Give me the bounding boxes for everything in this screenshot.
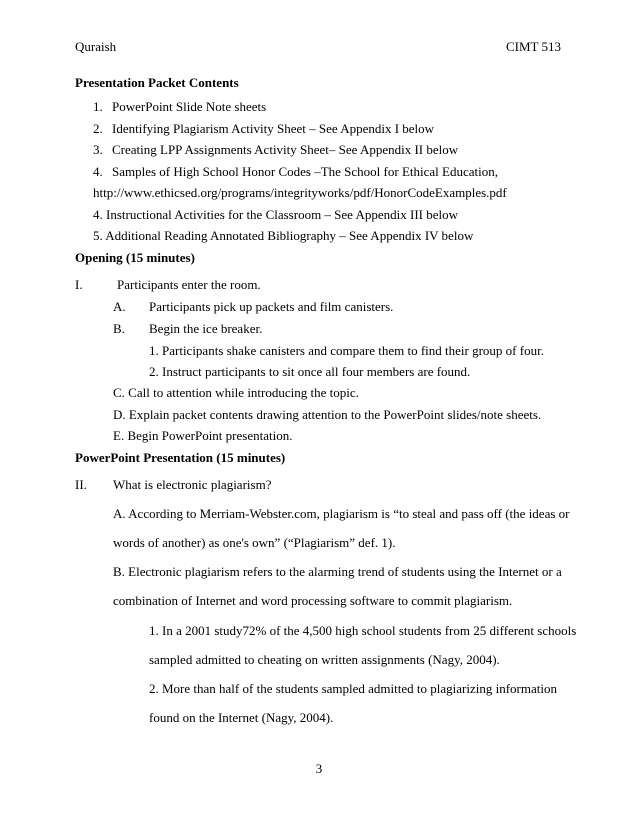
opening-e-text: E. Begin PowerPoint presentation. bbox=[113, 428, 293, 443]
powerpoint-a-line-1: A. According to Merriam-Webster.com, plagiarism is “to steal and pass off (the ideas or bbox=[113, 506, 570, 521]
packet-item-4-num: 4. bbox=[93, 164, 103, 179]
packet-item-4 bbox=[93, 164, 498, 180]
packet-item-1-num: 1. bbox=[93, 99, 103, 114]
powerpoint-b-line-2: combination of Internet and word processing software to commit plagiarism. bbox=[113, 593, 513, 608]
powerpoint-heading: PowerPoint Presentation (15 minutes) bbox=[75, 450, 286, 465]
packet-item-3-text: Creating LPP Assignments Activity Sheet– See Appendix II below bbox=[112, 142, 459, 157]
powerpoint-sub-2-line-1: 2. More than half of the students sampled admitted to plagiarizing information bbox=[149, 681, 557, 696]
packet-item-4b: 4. Instructional Activities for the Classroom – See Appendix III below bbox=[93, 207, 459, 222]
packet-item-3-num: 3. bbox=[93, 142, 103, 157]
powerpoint-roman: II. bbox=[75, 477, 87, 492]
powerpoint-a-line-2: words of another) as one's own” (“Plagiarism” def. 1). bbox=[113, 535, 396, 550]
powerpoint-sub-2-line-2: found on the Internet (Nagy, 2004). bbox=[149, 710, 334, 725]
packet-item-5: 5. Additional Reading Annotated Bibliography – See Appendix IV below bbox=[93, 228, 474, 243]
opening-c-text: C. Call to attention while introducing the topic. bbox=[113, 385, 359, 400]
powerpoint-b-line-1: B. Electronic plagiarism refers to the alarming trend of students using the Internet or a bbox=[113, 564, 562, 579]
packet-item-2-text: Identifying Plagiarism Activity Sheet – See Appendix I below bbox=[112, 121, 435, 136]
packet-item-2-num: 2. bbox=[93, 121, 103, 136]
packet-url-link[interactable]: http://www.ethicsed.org/programs/integrityworks/pdf/HonorCodeExamples.pdf bbox=[93, 185, 507, 200]
opening-b-label: B. bbox=[113, 321, 125, 336]
opening-sub-2: 2. Instruct participants to sit once all four members are found. bbox=[149, 364, 471, 379]
packet-item-2 bbox=[93, 121, 434, 137]
packet-item-1-text: PowerPoint Slide Note sheets bbox=[112, 99, 267, 114]
page-number: 3 bbox=[315, 761, 323, 776]
opening-a-text: Participants pick up packets and film canisters. bbox=[149, 299, 394, 314]
packet-item-4-text: Samples of High School Honor Codes –The School for Ethical Education, bbox=[112, 164, 498, 179]
packet-heading: Presentation Packet Contents bbox=[75, 75, 239, 90]
opening-d-text: D. Explain packet contents drawing attention to the PowerPoint slides/note sheets. bbox=[113, 407, 542, 422]
opening-heading: Opening (15 minutes) bbox=[75, 250, 195, 265]
powerpoint-sub-1-line-1: 1. In a 2001 study72% of the 4,500 high school students from 25 different schools bbox=[149, 623, 577, 638]
opening-title: Participants enter the room. bbox=[117, 277, 261, 292]
opening-b-text: Begin the ice breaker. bbox=[149, 321, 263, 336]
packet-item-1 bbox=[93, 99, 266, 115]
opening-sub-1: 1. Participants shake canisters and compare them to find their group of four. bbox=[149, 343, 544, 358]
packet-item-3 bbox=[93, 142, 458, 158]
powerpoint-sub-1-line-2: sampled admitted to cheating on written assignments (Nagy, 2004). bbox=[149, 652, 500, 667]
header-course: CIMT 513 bbox=[505, 39, 561, 54]
powerpoint-title: What is electronic plagiarism? bbox=[113, 477, 272, 492]
header-author: Quraish bbox=[75, 39, 117, 54]
opening-a-label: A. bbox=[113, 299, 126, 314]
opening-roman: I. bbox=[75, 277, 83, 292]
